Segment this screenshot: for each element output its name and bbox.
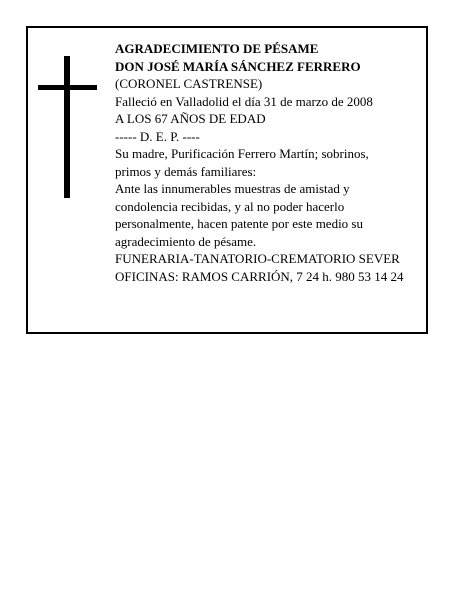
family-line: primos y demás familiares: xyxy=(115,163,257,179)
obituary-notice xyxy=(26,26,428,334)
cross-horizontal-bar xyxy=(38,85,97,90)
age-at-death: A LOS 67 AÑOS DE EDAD xyxy=(115,111,266,126)
notice-heading: AGRADECIMIENTO DE PÉSAME xyxy=(115,41,319,56)
family-line: Su madre, Purificación Ferrero Martín; sobrinos, xyxy=(115,146,369,161)
message-line: condolencia recibidas, y al no poder hacerlo xyxy=(115,198,345,214)
cross-vertical-bar xyxy=(64,56,70,198)
message-line: agradecimiento de pésame. xyxy=(115,233,257,249)
office-contact: OFICINAS: RAMOS CARRIÓN, 7 24 h. 980 53 14 24 xyxy=(115,268,404,284)
death-info: Falleció en Valladolid el día 31 de marzo de 2008 xyxy=(115,93,373,109)
funeral-home: FUNERARIA-TANATORIO-CREMATORIO SEVER xyxy=(115,251,400,266)
cross-icon xyxy=(38,56,98,198)
notice-text xyxy=(115,40,425,285)
deceased-rank: (CORONEL CASTRENSE) xyxy=(115,76,263,91)
message-line: personalmente, hacen patente por este medio su xyxy=(115,216,363,231)
deceased-name: DON JOSÉ MARÍA SÁNCHEZ FERRERO xyxy=(115,58,361,74)
message-line: Ante las innumerables muestras de amistad y xyxy=(115,181,350,196)
rip-line: ----- D. E. P. ---- xyxy=(115,128,200,144)
